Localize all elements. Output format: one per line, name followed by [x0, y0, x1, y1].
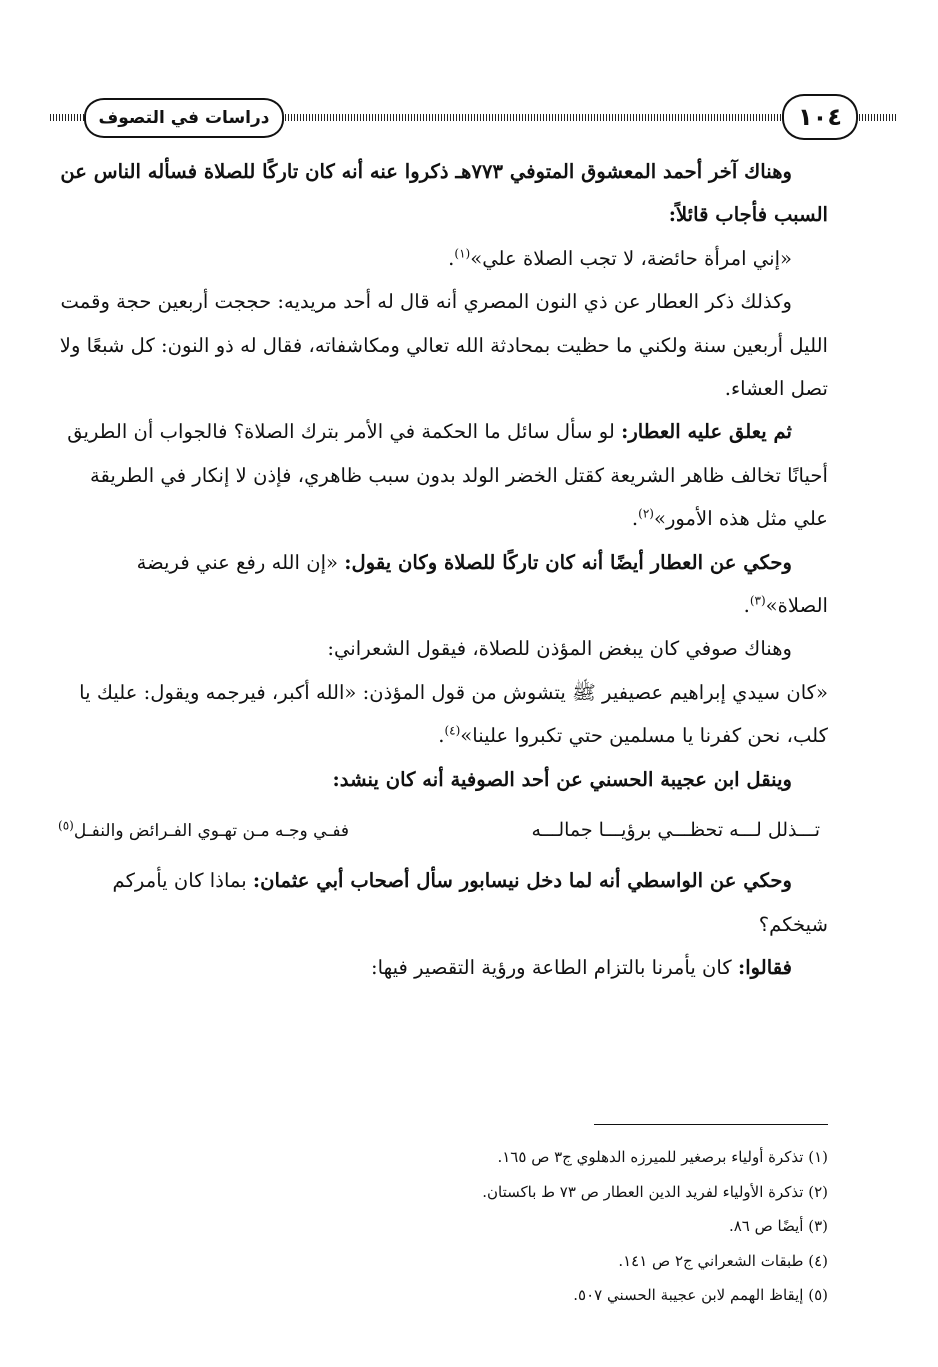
paragraph-5: وحكي عن العطار أيضًا أنه كان تاركًا للصلاة وكان يقول: «إن الله رفع عني فريضة الصلاة»$^{(٣)}$.	[136, 550, 828, 618]
footnote-ref-5: (٥)	[58, 818, 74, 833]
paragraph-1	[58, 150, 828, 237]
paragraph-8-text: وينقل ابن عجيبة الحسني عن أحد الصوفية أنه كان ينشد:	[332, 767, 792, 791]
paragraph-3-text: وكذلك ذكر العطار عن ذي النون المصري أنه قال له أحد مريديه: حججت أربعين حجة وقمت الليل أربعين سنة ولكني ما حظيت بمحادثة الله تعالي ومكاشفاته، فقال له ذو النون: كل شبعًا ولا تصل العشاء.	[59, 290, 828, 401]
verse-first-hemistich: تـــذلل لـــه تحظـــي برؤيـــا جمالـــه	[531, 819, 820, 842]
footnote-5: (٥) إيقاظ الهمم لابن عجيبة الحسني ٥٠٧.	[573, 1286, 828, 1304]
paragraph-4: ثم يعلق عليه العطار: لو سأل سائل ما الحكمة في الأمر بترك الصلاة؟ فالجواب أن الطريق أحيانًا تخالف ظاهر الشريعة كقتل الخضر الولد بدون سبب ظاهري، فإذن لا إنكار في الطريقة علي مثل هذه الأمور»$^{(٢)}$.	[67, 420, 828, 531]
footnote-3: (٣) أيضًا ص ٨٦.	[728, 1217, 828, 1235]
footnote-ref-1: (١)	[454, 246, 471, 261]
page-header	[50, 92, 898, 142]
footnote-2: (٢) تذكرة الأولياء لفريد الدين العطار ص ٧٣ ط باكستان.	[482, 1182, 828, 1201]
paragraph-2-text: «إني امرأة حائضة، لا تجب الصلاة علي»	[470, 246, 792, 270]
paragraph-1-text: وهناك آخر أحمد المعشوق المتوفي ٧٧٣هـ ذكروا عنه أنه كان تاركًا للصلاة فسأله الناس عن السبب فأجاب قائلاً:	[60, 160, 828, 227]
paragraph-4-text: لو سأل سائل ما الحكمة في الأمر بترك الصلاة؟ فالجواب أن الطريق أحيانًا تخالف ظاهر الشريعة كقتل الخضر الولد بدون سبب ظاهري، فإذن لا إنكار في الطريقة علي مثل هذه الأمور»	[67, 420, 828, 531]
footnote-ref-4: (٤)	[444, 723, 461, 738]
header-ornament-rule-right	[856, 114, 898, 121]
header-ornament-rule-middle	[282, 114, 782, 121]
footnote-ref-3: (٣)	[749, 593, 766, 608]
paragraph-8	[58, 758, 828, 801]
footnote-separator	[594, 1124, 828, 1125]
header-ornament-rule-left	[50, 114, 84, 121]
paragraph-6-text: وهناك صوفي كان يبغض المؤذن للصلاة، فيقول الشعراني:	[327, 637, 792, 661]
paragraph-10	[58, 946, 828, 989]
main-text	[58, 150, 828, 989]
footnote-ref-2: (٢)	[638, 506, 654, 521]
poem-verse	[58, 801, 828, 859]
running-title: دراسات في التصوف	[84, 98, 284, 138]
paragraph-3	[58, 280, 828, 410]
paragraph-7-quote: «كان سيدي إبراهيم عصيفير ﷺ يتشوش من قول المؤذن: «الله أكبر، فيرجمه ويقول: عليك يا كلب، نحن كفرنا يا مسلمين حتي تكبروا علينا»$^{(٤)}$.	[79, 680, 828, 748]
paragraph-2-quote: «إني امرأة حائضة، لا تجب الصلاة علي»$^{(١)}$.	[448, 246, 792, 270]
paragraph-5-text: «إن الله رفع عني فريضة الصلاة»	[136, 550, 828, 618]
verse-second-hemistich	[58, 802, 349, 860]
paragraph-6	[58, 627, 828, 670]
page-number: ١٠٤	[782, 94, 858, 140]
footnotes	[420, 1140, 828, 1313]
paragraph-9-lead: وحكي عن الواسطي أنه لما دخل نيسابور سأل أصحاب أبي عثمان:	[252, 869, 792, 893]
paragraph-4-lead: ثم يعلق عليه العطار:	[621, 420, 792, 444]
paragraph-9-text: بماذا كان يأمركم شيخكم؟	[112, 869, 828, 936]
paragraph-10-text: كان يأمرنا بالتزام الطاعة ورؤية التقصير فيها:	[371, 955, 738, 979]
paragraph-9	[58, 859, 828, 946]
paragraph-10-lead: فقالوا:	[737, 955, 792, 979]
footnote-1: (١) تذكرة أولياء برصغير للميرزه الدهلوي ج٣ ص ١٦٥.	[497, 1148, 828, 1166]
footnote-4: (٤) طبقات الشعراني ج٢ ص ١٤١.	[618, 1251, 828, 1270]
verse-second-hemistich-text: ففـي وجـه مـن تهـوي الفـرائض والنفـل	[73, 821, 350, 842]
paragraph-5-lead: وحكي عن العطار أيضًا أنه كان تاركًا للصلاة وكان يقول:	[344, 550, 792, 574]
paragraph-7-text: «كان سيدي إبراهيم عصيفير ﷺ يتشوش من قول المؤذن: «الله أكبر، فيرجمه ويقول: عليك يا كلب، نحن كفرنا يا مسلمين حتي تكبروا علينا»	[79, 680, 828, 748]
